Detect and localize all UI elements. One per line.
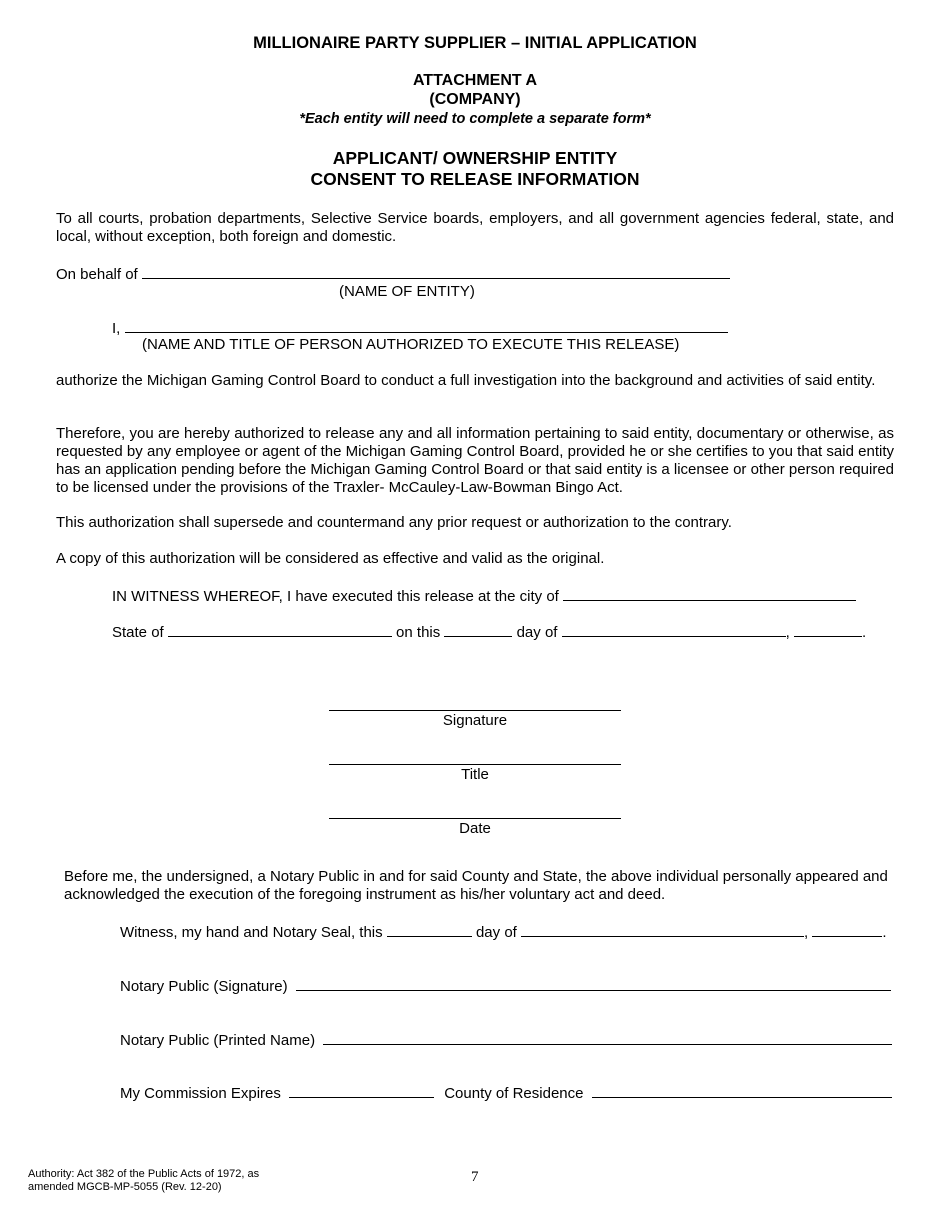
- commission-county-row: [120, 1083, 892, 1102]
- person-caption: (NAME AND TITLE OF PERSON AUTHORIZED TO EXECUTE THIS RELEASE): [142, 336, 680, 353]
- state-field[interactable]: [168, 622, 392, 637]
- county-label: County of Residence: [444, 1085, 584, 1102]
- date-line[interactable]: [329, 818, 621, 819]
- commission-expires-field[interactable]: [289, 1083, 434, 1098]
- notary-printed-name-row: [120, 1030, 892, 1049]
- on-this-label: on this: [396, 624, 441, 641]
- notary-day-field[interactable]: [387, 922, 472, 937]
- supersede-paragraph: This authorization shall supersede and countermand any prior request or authorization to the contrary.: [56, 514, 732, 531]
- entity-name-field[interactable]: [142, 264, 730, 279]
- attachment-heading: ATTACHMENT A: [412, 72, 538, 89]
- on-behalf-row: [56, 264, 730, 283]
- notary-period: .: [882, 924, 887, 941]
- notary-statement: Before me, the undersigned, a Notary Public in and for said County and State, the above individual personally appeared and acknowledged the execution of the foregoing instrument as his/her voluntary act and deed.: [64, 868, 888, 903]
- notary-signature-row: [120, 976, 891, 995]
- authorize-paragraph: authorize the Michigan Gaming Control Board to conduct a full investigation into the background and activities of said entity.: [56, 372, 876, 389]
- notary-printed-name-label: Notary Public (Printed Name): [120, 1032, 316, 1049]
- signature-label: Signature: [442, 712, 508, 729]
- title-line[interactable]: [329, 764, 621, 765]
- notary-comma: ,: [804, 924, 809, 941]
- person-name-title-field[interactable]: [125, 318, 728, 333]
- period: .: [861, 624, 867, 641]
- comma: ,: [785, 624, 790, 641]
- company-heading: (COMPANY): [429, 91, 521, 108]
- title-label: Title: [461, 766, 489, 783]
- intro-paragraph: To all courts, probation departments, Selective Service boards, employers, and all government agencies federal, state, and local, without exception, both foreign and domestic.: [56, 210, 894, 245]
- state-of-label: State of: [112, 624, 164, 641]
- therefore-paragraph: Therefore, you are hereby authorized to release any and all information pertaining to said entity, documentary or otherwise, as requested by any employee or agent of the Michigan Gaming Control Board, provided he or she certifies to you that said entity has an application pending before the Michigan Gaming Control Board or that said entity is a licensee or other person required to be licensed under the provisions of the Traxler- McCauley-Law-Bowman Bingo Act.: [56, 425, 895, 496]
- page-number: 7: [471, 1169, 479, 1185]
- copy-paragraph: A copy of this authorization will be considered as effective and valid as the original.: [56, 550, 605, 567]
- notary-month-field[interactable]: [521, 922, 804, 937]
- person-row: [112, 318, 728, 337]
- witness-city-label: IN WITNESS WHEREOF, I have executed this release at the city of: [112, 588, 559, 605]
- subtitle-line-1: APPLICANT/ OWNERSHIP ENTITY: [332, 148, 618, 168]
- year-field[interactable]: [794, 622, 862, 637]
- month-field[interactable]: [562, 622, 786, 637]
- subtitle-line-2: CONSENT TO RELEASE INFORMATION: [310, 169, 640, 189]
- witness-city-row: [112, 586, 856, 605]
- state-date-row: [112, 622, 866, 641]
- on-behalf-label: On behalf of: [56, 266, 138, 283]
- authority-line-1: Authority: Act 382 of the Public Acts of 1972, as: [28, 1168, 260, 1180]
- city-field[interactable]: [563, 586, 856, 601]
- authority-line-2: amended MGCB-MP-5055 (Rev. 12-20): [28, 1181, 222, 1193]
- notary-day-of-label: day of: [475, 924, 517, 941]
- notary-printed-name-field[interactable]: [323, 1030, 892, 1045]
- signature-line[interactable]: [329, 710, 621, 711]
- notary-signature-label: Notary Public (Signature): [120, 978, 288, 995]
- notary-witness-label: Witness, my hand and Notary Seal, this: [120, 924, 383, 941]
- day-of-label: day of: [516, 624, 558, 641]
- i-label: I,: [112, 320, 121, 337]
- entity-caption: (NAME OF ENTITY): [339, 283, 475, 300]
- notary-year-field[interactable]: [812, 922, 882, 937]
- separate-form-note: *Each entity will need to complete a separate form*: [299, 111, 651, 127]
- commission-label: My Commission Expires: [120, 1085, 281, 1102]
- day-field[interactable]: [444, 622, 512, 637]
- main-title: MILLIONAIRE PARTY SUPPLIER – INITIAL APPLICATION: [253, 34, 697, 52]
- county-field[interactable]: [592, 1083, 892, 1098]
- date-label: Date: [459, 820, 491, 837]
- notary-witness-row: [120, 922, 887, 941]
- notary-signature-field[interactable]: [296, 976, 891, 991]
